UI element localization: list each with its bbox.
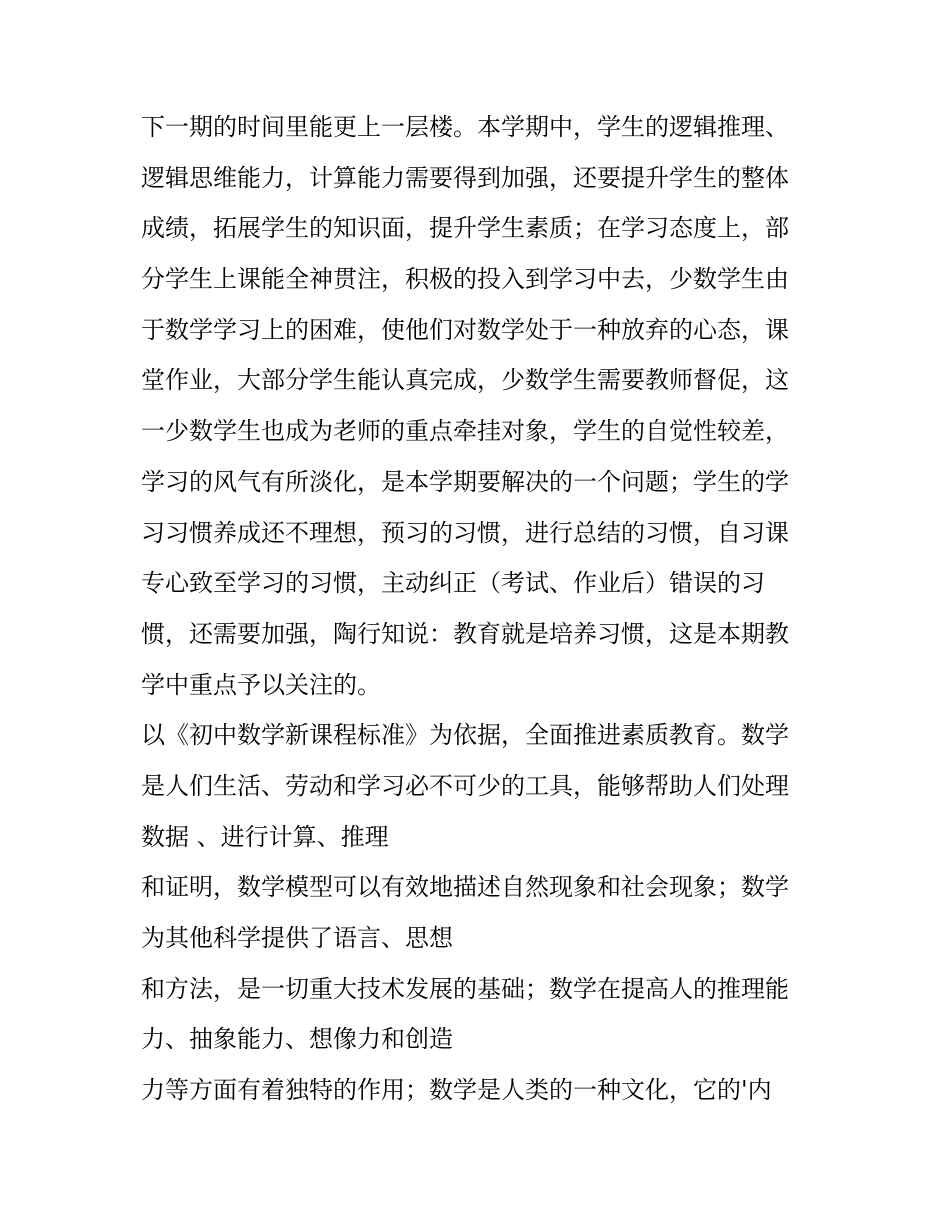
- text-line: 惯，还需要加强，陶行知说：教育就是培养习惯，这是本期教: [141, 619, 789, 648]
- text-line: 学习的风气有所淡化，是本学期要解决的一个问题；学生的学: [141, 467, 789, 496]
- text-line: 力、抽象能力、想像力和创造: [141, 1025, 453, 1054]
- text-line: 于数学学习上的困难，使他们对数学处于一种放弃的心态，课: [141, 315, 789, 344]
- text-line: 是人们生活、劳动和学习必不可少的工具，能够帮助人们处理: [141, 771, 789, 800]
- text-line: 力等方面有着独特的作用；数学是人类的一种文化，它的'内: [141, 1076, 772, 1105]
- text-line: 堂作业，大部分学生能认真完成，少数学生需要教师督促，这: [141, 366, 789, 395]
- text-line: 以《初中数学新课程标准》为依据，全面推进素质教育。数学: [141, 721, 789, 750]
- text-line: 数据 、进行计算、推理: [141, 822, 389, 851]
- text-line: 学中重点予以关注的。: [141, 670, 381, 699]
- text-line: 和证明，数学模型可以有效地描述自然现象和社会现象；数学: [141, 873, 789, 902]
- text-line: 为其他科学提供了语言、思想: [141, 924, 453, 952]
- text-line: 下一期的时间里能更上一层楼。本学期中，学生的逻辑推理、: [141, 113, 789, 141]
- text-line: 一少数学生也成为老师的重点牵挂对象，学生的自觉性较差，: [141, 417, 789, 446]
- text-line: 分学生上课能全神贯注，积极的投入到学习中去，少数学生由: [141, 265, 789, 294]
- document-body: [141, 102, 821, 1116]
- text-line: 成绩，拓展学生的知识面，提升学生素质；在学习态度上，部: [141, 214, 789, 243]
- text-line: 逻辑思维能力，计算能力需要得到加强，还要提升学生的整体: [141, 163, 789, 192]
- text-line: 和方法，是一切重大技术发展的基础；数学在提高人的推理能: [141, 974, 789, 1003]
- text-line: 习习惯养成还不理想，预习的习惯，进行总结的习惯，自习课: [141, 518, 789, 547]
- text-line: 专心致至学习的习惯，主动纠正（考试、作业后）错误的习: [141, 569, 765, 598]
